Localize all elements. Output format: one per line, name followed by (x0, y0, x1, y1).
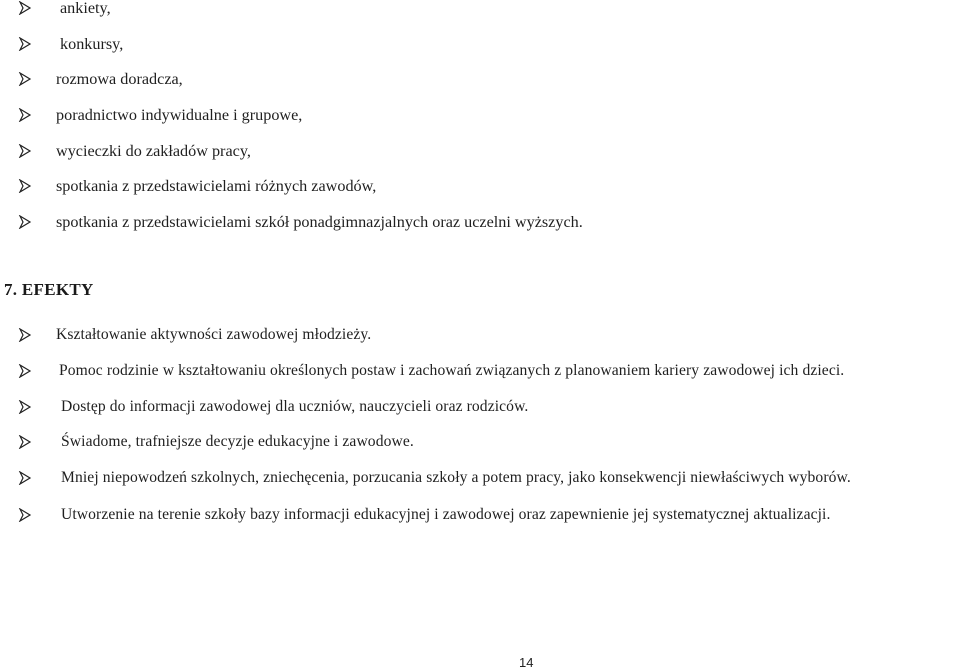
list-item-text: Pomoc rodzinie w kształtowaniu określonych postaw i zachowań związanych z planowaniem kariery zawodowej ich dzieci. (59, 362, 845, 379)
arrowhead-bullet-icon (18, 72, 32, 86)
list-item-text: spotkania z przedstawicielami różnych zawodów, (56, 177, 377, 195)
arrowhead-bullet-icon (18, 508, 32, 522)
arrowhead-bullet-icon (18, 108, 32, 122)
list-item-text: Utworzenie na terenie szkoły bazy informacji edukacyjnej i zawodowej oraz zapewnienie jej systematycznej aktualizacji. (61, 506, 831, 523)
arrowhead-bullet-icon (18, 144, 32, 158)
page-number: 14 (519, 655, 534, 670)
arrowhead-bullet-icon (18, 328, 32, 342)
arrowhead-bullet-icon (18, 215, 32, 229)
arrowhead-bullet-icon (18, 471, 32, 485)
list-item-text: Kształtowanie aktywności zawodowej młodzieży. (56, 326, 372, 343)
list-item-text: rozmowa doradcza, (56, 70, 183, 88)
arrowhead-bullet-icon (18, 179, 32, 193)
list-item-text: poradnictwo indywidualne i grupowe, (56, 106, 303, 124)
list-item-text: spotkania z przedstawicielami szkół ponadgimnazjalnych oraz uczelni wyższych. (56, 213, 583, 231)
section-heading: 7. EFEKTY (4, 280, 94, 299)
list-item-text: Dostęp do informacji zawodowej dla uczniów, nauczycieli oraz rodziców. (61, 398, 529, 415)
arrowhead-bullet-icon (18, 435, 32, 449)
list-item-text: ankiety, (60, 0, 111, 17)
arrowhead-bullet-icon (18, 364, 32, 378)
arrowhead-bullet-icon (18, 37, 32, 51)
list-item-text: wycieczki do zakładów pracy, (56, 142, 251, 160)
arrowhead-bullet-icon (18, 400, 32, 414)
list-item-text: Świadome, trafniejsze decyzje edukacyjne i zawodowe. (61, 433, 414, 450)
arrowhead-bullet-icon (18, 1, 32, 15)
list-item-text: Mniej niepowodzeń szkolnych, zniechęcenia, porzucania szkoły a potem pracy, jako konsekwencji niewłaściwych wyborów. (61, 469, 851, 486)
list-item-text: konkursy, (60, 35, 124, 53)
